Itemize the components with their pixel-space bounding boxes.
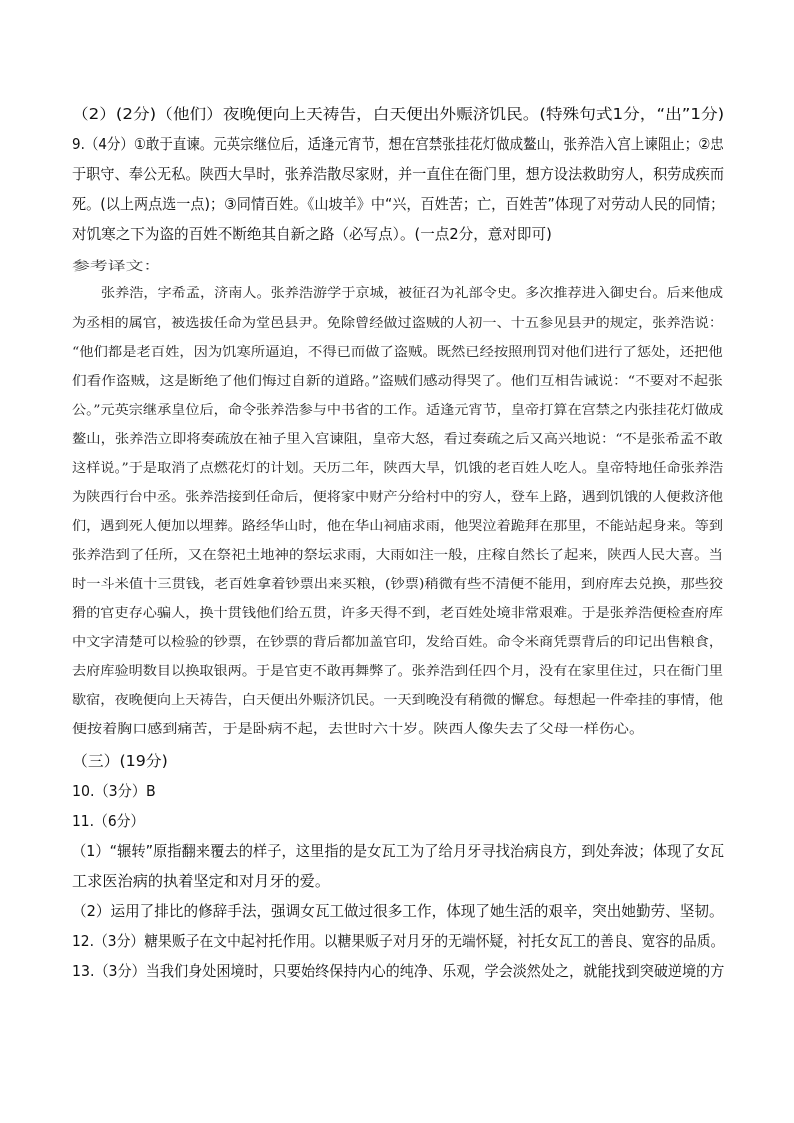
text-line-17: 时一斗米值十三贯钱，老百姓拿着钞票出来买粮，(钞票)稍微有些不清便不能用，到府库去兑换，那些狡: [72, 577, 724, 592]
text-line-26: （1）“辗转”原指翻来覆去的样子，这里指的是女瓦工为了给月牙寻找治病良方，到处奔波；体现了女瓦: [72, 842, 725, 860]
text-line-24: 10.（3分）B: [72, 782, 156, 800]
text-line-20: 去府库验明数目以换取银两。于是官吏不敢再舞弊了。张养浩到任四个月，没有在家里住过，只在衙门里: [72, 664, 724, 679]
text-line-9: “他们都是老百姓，因为饥寒所逼迫，不得已而做了盗贼。既然已经按照刑罚对他们进行了惩处，还把他: [72, 345, 723, 360]
text-line-12: 鳌山，张养浩立即将奏疏放在袖子里入宫谏阻，皇帝大怒，看过奏疏之后又高兴地说：“不是张希孟不敢: [72, 432, 723, 447]
text-line-16: 张养浩到了任所，又在祭祀土地神的祭坛求雨，大雨如注一般，庄稼自然长了起来，陕西人民大喜。当: [72, 548, 724, 563]
text-line-3: 于职守、奉公无私。陕西大旱时，张养浩散尽家财，并一直住在衙门里，想方设法救助穷人，积劳成疾而: [72, 165, 725, 183]
text-line-27: 工求医治病的执着坚定和对月牙的爱。: [72, 872, 331, 890]
text-line-22: 便按着胸口感到痛苦，于是卧病不起，去世时六十岁。陕西人像失去了父母一样伤心。: [72, 722, 645, 737]
text-line-19: 中文字清楚可以检验的钞票，在钞票的背后都加盖官印，发给百姓。命令米商凭票背后的印记出售粮食，: [72, 635, 724, 650]
text-line-21: 歇宿，夜晚便向上天祷告，白天便出外赈济饥民。一天到晚没有稍微的懈怠。每想起一件牵挂的事情，他: [72, 693, 724, 708]
text-line-5: 对饥寒之下为盗的百姓不断绝其自新之路（必写点）。(一点2分，意对即可): [72, 225, 552, 243]
text-line-10: 们看作盗贼，这是断绝了他们悔过自新的道路。”盗贼们感动得哭了。他们互相告诫说：“不要对不起张: [72, 374, 723, 389]
text-line-8: 为丞相的属官，被选拔任命为堂邑县尹。免除曾经做过盗贼的人初一、十五参见县尹的规定，张养浩说：: [72, 316, 724, 331]
text-line-1: （2）(2分)（他们）夜晚便向上天祷告，白天便出外赈济饥民。(特殊句式1分，“出”1分): [72, 105, 725, 123]
text-line-7: 张养浩，字希孟，济南人。张养浩游学于京城，被征召为礼部令史。多次推荐进入御史台。后来他成: [101, 286, 724, 301]
text-line-6: 参考译文：: [72, 258, 162, 273]
text-line-13: 这样说。”于是取消了点燃花灯的计划。天历二年，陕西大旱，饥饿的老百姓人吃人。皇帝特地任命张养浩: [72, 461, 724, 476]
text-line-18: 猾的官吏存心骗人，换十贯钱他们给五贯，许多天得不到，老百姓处境非常艰难。于是张养浩便检查府库: [72, 606, 724, 621]
text-line-25: 11.（6分）: [72, 812, 145, 830]
text-line-2: 9.（4分）①敢于直谏。元英宗继位后，适逢元宵节，想在宫禁张挂花灯做成鳌山，张养浩入宫上谏阻止；②忠: [72, 135, 724, 153]
text-line-11: 公。”元英宗继承皇位后，命令张养浩参与中书省的工作。适逢元宵节，皇帝打算在宫禁之内张挂花灯做成: [72, 403, 724, 418]
text-line-30: 13.（3分）当我们身处困境时，只要始终保持内心的纯净、乐观，学会淡然处之，就能找到突破逆境的方: [72, 962, 725, 980]
text-line-14: 为陕西行台中丞。张养浩接到任命后，便将家中财产分给村中的穷人，登车上路，遇到饥饿的人便救济他: [72, 490, 724, 505]
text-line-29: 12.（3分）糖果贩子在文中起衬托作用。以糖果贩子对月牙的无端怀疑，衬托女瓦工的善良、宽容的品质。: [72, 932, 725, 950]
text-line-23: （三）(19分): [72, 752, 168, 770]
text-line-28: （2）运用了排比的修辞手法，强调女瓦工做过很多工作，体现了她生活的艰辛，突出她勤劳、坚韧。: [72, 902, 724, 920]
text-line-4: 死。(以上两点选一点)；③同情百姓。《山坡羊》中“兴，百姓苦；亡，百姓苦”体现了对劳动人民的同情；: [72, 195, 725, 213]
text-line-15: 们，遇到死人便加以埋葬。路经华山时，他在华山祠庙求雨，他哭泣着跪拜在那里，不能站起身来。等到: [72, 519, 724, 534]
